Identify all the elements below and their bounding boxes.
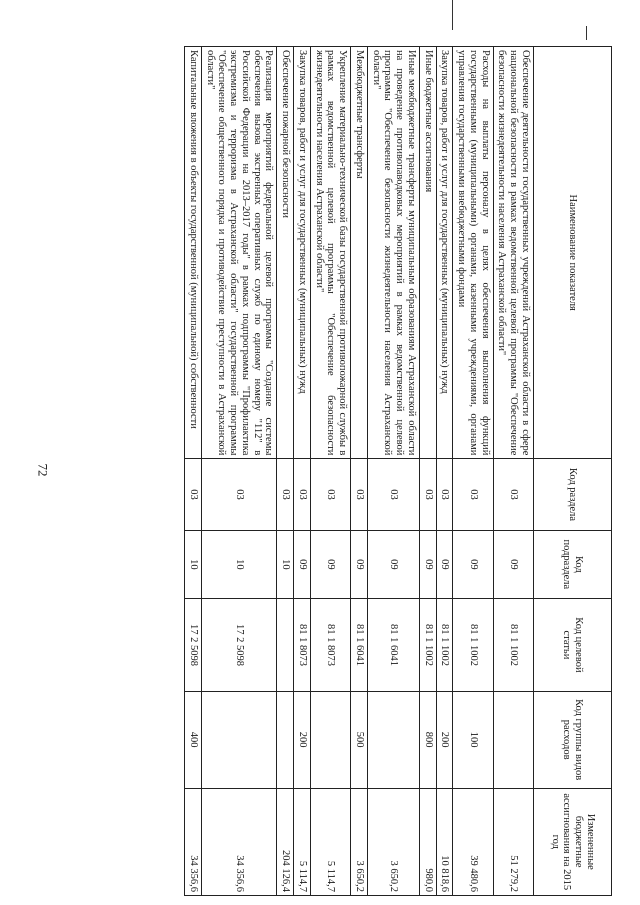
row-target-article-code: 81 1 1002 <box>453 599 493 692</box>
row-subsection-code: 09 <box>368 530 420 599</box>
scan-mark-line <box>586 26 587 40</box>
row-expense-type-code: 400 <box>185 691 202 788</box>
row-target-article-code: 81 1 8073 <box>311 599 351 692</box>
row-target-article-code: 81 1 1002 <box>493 599 533 692</box>
rotated-page-content <box>152 46 612 896</box>
header-target-article-code: Код целевой статьи <box>534 599 612 692</box>
table-row <box>453 47 493 896</box>
row-target-article-code: 81 1 1002 <box>420 599 437 692</box>
row-indicator-name: Межбюджетные трансферты <box>351 47 368 459</box>
row-subsection-code: 10 <box>277 530 294 599</box>
row-target-article-code: 81 1 6041 <box>368 599 420 692</box>
row-amount: 39 480,6 <box>453 788 493 896</box>
row-expense-type-code <box>277 691 294 788</box>
scan-mark-line <box>452 0 453 30</box>
row-section-code: 03 <box>493 459 533 530</box>
row-indicator-name: Укрепление материально-технической базы государственной противопожарной службы в рамках ведомственной целевой программы "Обеспечение безопасности жизнедеятельности населения Астраханской области" <box>311 47 351 459</box>
row-indicator-name: Реализация мероприятий федеральной целевой программы "Создание системы обеспечения вызова экстренных оперативных служб по единому номеру "112" в Российской Федерации на 2013–2017 годы" в рамках подпрограммы "Профилактика экстремизма и терроризма в Астраханской области" государственной программы "Обеспечение общественного порядка и противодействие преступности в Астраханской области" <box>202 47 278 459</box>
row-subsection-code: 09 <box>420 530 437 599</box>
row-subsection-code: 09 <box>493 530 533 599</box>
row-amount: 204 126,4 <box>277 788 294 896</box>
row-expense-type-code <box>368 691 420 788</box>
row-section-code: 03 <box>453 459 493 530</box>
row-amount: 34 356,6 <box>185 788 202 896</box>
row-amount: 10 818,6 <box>436 788 453 896</box>
row-amount: 5 114,7 <box>294 788 311 896</box>
row-indicator-name: Обеспечение деятельности государственных учреждений Астраханской области в сфере национальной безопасности в рамках ведомственной целевой программы "Обеспечение безопасности жизнедеятельности населения Астраханской области" <box>493 47 533 459</box>
row-subsection-code: 10 <box>185 530 202 599</box>
table-row <box>294 47 311 896</box>
row-section-code: 03 <box>277 459 294 530</box>
row-expense-type-code <box>493 691 533 788</box>
row-expense-type-code <box>311 691 351 788</box>
row-subsection-code: 09 <box>436 530 453 599</box>
row-section-code: 03 <box>294 459 311 530</box>
header-amount-2015: Измененные бюджетные ассигнования на 2015 год <box>534 788 612 896</box>
row-expense-type-code: 200 <box>294 691 311 788</box>
row-section-code: 03 <box>420 459 437 530</box>
table-row <box>311 47 351 896</box>
row-target-article-code: 17 2 5098 <box>185 599 202 692</box>
row-indicator-name: Иные межбюджетные трансферты муниципальным образованиям Астраханской области на проведение противопаводковых мероприятий в рамках ведомственной целевой программы "Обеспечение безопасности жизнедеятельности населения Астраханской области" <box>368 47 420 459</box>
header-section-code: Код раздела <box>534 459 612 530</box>
row-amount: 980,0 <box>420 788 437 896</box>
table-row <box>368 47 420 896</box>
table-row <box>185 47 202 896</box>
row-expense-type-code <box>202 691 278 788</box>
table-row <box>420 47 437 896</box>
header-expense-type-code: Код группы видов расходов <box>534 691 612 788</box>
row-target-article-code: 81 1 6041 <box>351 599 368 692</box>
row-amount: 3 650,2 <box>351 788 368 896</box>
row-section-code: 03 <box>436 459 453 530</box>
header-subsection-code: Код подраздела <box>534 530 612 599</box>
row-target-article-code: 81 1 8073 <box>294 599 311 692</box>
row-expense-type-code: 800 <box>420 691 437 788</box>
header-row <box>534 47 612 896</box>
row-indicator-name: Обеспечение пожарной безопасности <box>277 47 294 459</box>
table-row <box>436 47 453 896</box>
row-amount: 51 279,2 <box>493 788 533 896</box>
table-row <box>202 47 278 896</box>
row-section-code: 03 <box>185 459 202 530</box>
row-section-code: 03 <box>351 459 368 530</box>
row-subsection-code: 09 <box>294 530 311 599</box>
row-indicator-name: Закупка товаров, работ и услуг для государственных (муниципальных) нужд <box>436 47 453 459</box>
row-amount: 34 356,6 <box>202 788 278 896</box>
row-target-article-code: 17 2 5098 <box>202 599 278 692</box>
row-indicator-name: Расходы на выплаты персоналу в целях обеспечения выполнения функций государственными (муниципальными) органами, казенными учреждениями, органами управления государственными внебюджетными фондами <box>453 47 493 459</box>
row-subsection-code: 09 <box>351 530 368 599</box>
row-amount: 5 114,7 <box>311 788 351 896</box>
row-section-code: 03 <box>368 459 420 530</box>
header-indicator-name: Наименование показателя <box>534 47 612 459</box>
row-section-code: 03 <box>311 459 351 530</box>
row-expense-type-code: 100 <box>453 691 493 788</box>
row-expense-type-code: 200 <box>436 691 453 788</box>
budget-table <box>184 46 612 896</box>
row-indicator-name: Иные бюджетные ассигнования <box>420 47 437 459</box>
page-number: 72 <box>35 463 51 477</box>
row-subsection-code: 10 <box>202 530 278 599</box>
row-amount: 3 650,2 <box>368 788 420 896</box>
row-subsection-code: 09 <box>311 530 351 599</box>
row-target-article-code: 81 1 1002 <box>436 599 453 692</box>
table-row <box>493 47 533 896</box>
row-section-code: 03 <box>202 459 278 530</box>
row-expense-type-code: 500 <box>351 691 368 788</box>
table-row <box>277 47 294 896</box>
row-indicator-name: Капитальные вложения в объекты государственной (муниципальной) собственности <box>185 47 202 459</box>
row-indicator-name: Закупка товаров, работ и услуг для государственных (муниципальных) нужд <box>294 47 311 459</box>
table-row <box>351 47 368 896</box>
row-target-article-code <box>277 599 294 692</box>
row-subsection-code: 09 <box>453 530 493 599</box>
